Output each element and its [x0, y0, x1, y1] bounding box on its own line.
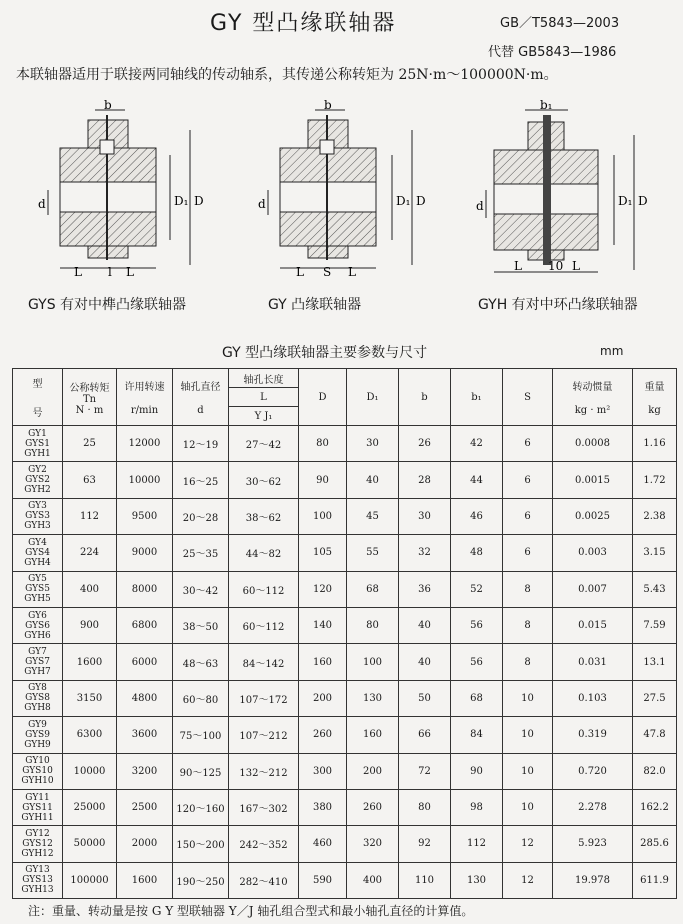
cell-d: 150～200: [173, 826, 229, 862]
gys-d-label: d: [38, 197, 46, 211]
gyh-b1-label: b₁: [540, 100, 553, 112]
cell-n: 3600: [117, 717, 173, 753]
cell-D1: 260: [347, 789, 399, 825]
cell-D: 260: [299, 717, 347, 753]
cell-w: 285.6: [633, 826, 677, 862]
header-b: b: [399, 369, 451, 426]
gys-dmax-label: D: [194, 194, 204, 208]
cell-L: 44～82: [229, 535, 299, 571]
table-row: [13, 644, 677, 680]
table-row: [13, 571, 677, 607]
cell-D1: 160: [347, 717, 399, 753]
cell-L: 30～62: [229, 462, 299, 498]
cell-b: 50: [399, 680, 451, 716]
cell-tn: 63: [63, 462, 117, 498]
table-row: [13, 462, 677, 498]
header-D1: D₁: [347, 369, 399, 426]
table-row: [13, 789, 677, 825]
cell-n: 12000: [117, 426, 173, 462]
cell-d: 75～100: [173, 717, 229, 753]
cell-b: 26: [399, 426, 451, 462]
cell-n: 6800: [117, 607, 173, 643]
gys-gap-label: l: [108, 265, 112, 279]
cell-w: 5.43: [633, 571, 677, 607]
cell-D: 460: [299, 826, 347, 862]
cell-D1: 40: [347, 462, 399, 498]
replaced-standard: 代替 GB5843—1986: [488, 45, 617, 60]
cell-w: 27.5: [633, 680, 677, 716]
cell-model: GY4 GYS4 GYH4: [13, 535, 63, 571]
cell-I: 2.278: [553, 789, 633, 825]
cell-D: 300: [299, 753, 347, 789]
cell-S: 8: [503, 571, 553, 607]
cell-b1: 46: [451, 498, 503, 534]
cell-b1: 56: [451, 607, 503, 643]
cell-D: 80: [299, 426, 347, 462]
cell-n: 8000: [117, 571, 173, 607]
cell-S: 10: [503, 753, 553, 789]
cell-I: 0.007: [553, 571, 633, 607]
caption-gys: GYS 有对中榫凸缘联轴器: [28, 297, 187, 313]
table-title: GY 型凸缘联轴器主要参数与尺寸: [222, 345, 428, 361]
cell-d: 20～28: [173, 498, 229, 534]
cell-D1: 130: [347, 680, 399, 716]
cell-tn: 112: [63, 498, 117, 534]
gyh-l-right-label: L: [572, 259, 580, 273]
gy-coupling-drawing: [258, 100, 426, 279]
cell-I: 0.015: [553, 607, 633, 643]
cell-b1: 44: [451, 462, 503, 498]
gys-coupling-drawing: [38, 100, 204, 279]
cell-D: 140: [299, 607, 347, 643]
gys-l-right-label: L: [126, 265, 134, 279]
cell-d: 38～50: [173, 607, 229, 643]
cell-D1: 80: [347, 607, 399, 643]
cell-d: 190～250: [173, 862, 229, 898]
cell-model: GY9 GYS9 GYH9: [13, 717, 63, 753]
cell-d: 16～25: [173, 462, 229, 498]
gys-l-left-label: L: [74, 265, 82, 279]
cell-n: 9500: [117, 498, 173, 534]
cell-w: 162.2: [633, 789, 677, 825]
cell-L: 84～142: [229, 644, 299, 680]
table-row: [13, 826, 677, 862]
cell-D1: 320: [347, 826, 399, 862]
header-bore: 轴孔直径 d: [173, 369, 229, 426]
cell-L: 60～112: [229, 571, 299, 607]
cell-S: 10: [503, 680, 553, 716]
cell-model: GY8 GYS8 GYH8: [13, 680, 63, 716]
cell-D1: 55: [347, 535, 399, 571]
cell-b1: 52: [451, 571, 503, 607]
cell-L: 242～352: [229, 826, 299, 862]
cell-S: 6: [503, 498, 553, 534]
cell-D: 90: [299, 462, 347, 498]
cell-b: 72: [399, 753, 451, 789]
cell-w: 82.0: [633, 753, 677, 789]
cell-b: 32: [399, 535, 451, 571]
coupling-diagrams: [0, 100, 683, 295]
cell-n: 3200: [117, 753, 173, 789]
cell-I: 0.319: [553, 717, 633, 753]
cell-I: 0.0008: [553, 426, 633, 462]
cell-n: 2500: [117, 789, 173, 825]
cell-w: 1.72: [633, 462, 677, 498]
gyh-d-label: d: [476, 199, 484, 213]
cell-D1: 30: [347, 426, 399, 462]
cell-n: 2000: [117, 826, 173, 862]
cell-model: GY5 GYS5 GYH5: [13, 571, 63, 607]
cell-d: 12～19: [173, 426, 229, 462]
header-S: S: [503, 369, 553, 426]
cell-I: 19.978: [553, 862, 633, 898]
cell-tn: 100000: [63, 862, 117, 898]
cell-tn: 400: [63, 571, 117, 607]
standard-number: GB／T5843—2003: [500, 16, 620, 31]
cell-b: 28: [399, 462, 451, 498]
cell-tn: 6300: [63, 717, 117, 753]
cell-model: GY11 GYS11 GYH11: [13, 789, 63, 825]
gy-dmax-label: D: [416, 194, 426, 208]
table-row: [13, 498, 677, 534]
cell-D: 160: [299, 644, 347, 680]
cell-tn: 900: [63, 607, 117, 643]
cell-S: 8: [503, 644, 553, 680]
cell-S: 6: [503, 426, 553, 462]
header-model: 型 号: [13, 369, 63, 426]
cell-D: 590: [299, 862, 347, 898]
cell-D1: 200: [347, 753, 399, 789]
cell-w: 3.15: [633, 535, 677, 571]
cell-d: 60～80: [173, 680, 229, 716]
gy-d1-label: D₁: [396, 194, 411, 208]
gyh-gap-label: 10: [548, 259, 564, 273]
cell-d: 30～42: [173, 571, 229, 607]
cell-I: 0.0025: [553, 498, 633, 534]
cell-D1: 400: [347, 862, 399, 898]
cell-w: 611.9: [633, 862, 677, 898]
cell-model: GY3 GYS3 GYH3: [13, 498, 63, 534]
cell-tn: 3150: [63, 680, 117, 716]
cell-D: 200: [299, 680, 347, 716]
gyh-d1-label: D₁: [618, 194, 633, 208]
parameter-table: [12, 368, 677, 899]
cell-d: 48～63: [173, 644, 229, 680]
header-speed: 许用转速 r/min: [117, 369, 173, 426]
cell-b1: 42: [451, 426, 503, 462]
cell-n: 4800: [117, 680, 173, 716]
header-length-L: L: [229, 388, 299, 407]
cell-I: 0.0015: [553, 462, 633, 498]
cell-L: 282～410: [229, 862, 299, 898]
cell-D: 105: [299, 535, 347, 571]
cell-b1: 84: [451, 717, 503, 753]
cell-b: 110: [399, 862, 451, 898]
cell-w: 13.1: [633, 644, 677, 680]
cell-model: GY10 GYS10 GYH10: [13, 753, 63, 789]
cell-b: 36: [399, 571, 451, 607]
cell-D: 120: [299, 571, 347, 607]
cell-w: 2.38: [633, 498, 677, 534]
cell-D1: 100: [347, 644, 399, 680]
gyh-l-left-label: L: [514, 259, 522, 273]
cell-D1: 68: [347, 571, 399, 607]
gy-l-left-label: L: [296, 265, 304, 279]
cell-S: 12: [503, 826, 553, 862]
cell-b1: 130: [451, 862, 503, 898]
cell-L: 27～42: [229, 426, 299, 462]
cell-model: GY13 GYS13 GYH13: [13, 862, 63, 898]
cell-D: 100: [299, 498, 347, 534]
cell-d: 120～160: [173, 789, 229, 825]
cell-b1: 56: [451, 644, 503, 680]
table-row: [13, 753, 677, 789]
cell-tn: 224: [63, 535, 117, 571]
cell-S: 10: [503, 789, 553, 825]
cell-S: 12: [503, 862, 553, 898]
cell-tn: 25000: [63, 789, 117, 825]
header-inertia: 转动惯量 kg · m²: [553, 369, 633, 426]
cell-L: 107～212: [229, 717, 299, 753]
cell-I: 0.103: [553, 680, 633, 716]
cell-w: 7.59: [633, 607, 677, 643]
intro-text: 本联轴器适用于联接两同轴线的传动轴系，其传递公称转矩为 25N·m～100000N·m。: [16, 67, 558, 83]
cell-b1: 90: [451, 753, 503, 789]
gyh-dmax-label: D: [638, 194, 648, 208]
cell-n: 6000: [117, 644, 173, 680]
header-torque: 公称转矩 Tn N · m: [63, 369, 117, 426]
table-row: [13, 535, 677, 571]
cell-L: 167～302: [229, 789, 299, 825]
cell-n: 1600: [117, 862, 173, 898]
header-b1: b₁: [451, 369, 503, 426]
cell-b: 80: [399, 789, 451, 825]
cell-n: 9000: [117, 535, 173, 571]
cell-b1: 98: [451, 789, 503, 825]
cell-S: 6: [503, 462, 553, 498]
cell-b: 40: [399, 644, 451, 680]
cell-tn: 10000: [63, 753, 117, 789]
table-row: [13, 680, 677, 716]
cell-I: 0.003: [553, 535, 633, 571]
cell-I: 0.031: [553, 644, 633, 680]
gys-d1-label: D₁: [174, 194, 189, 208]
cell-model: GY2 GYS2 GYH2: [13, 462, 63, 498]
gy-b-label: b: [324, 100, 332, 112]
footnote: 注：重量、转动量是按 G Y 型联轴器 Y／J 轴孔组合型式和最小轴孔直径的计算值。: [28, 904, 474, 918]
cell-tn: 50000: [63, 826, 117, 862]
table-row: [13, 862, 677, 898]
cell-d: 90～125: [173, 753, 229, 789]
cell-w: 1.16: [633, 426, 677, 462]
gys-b-label: b: [104, 100, 112, 112]
table-body: [13, 426, 677, 899]
header-weight: 重量 kg: [633, 369, 677, 426]
table-row: [13, 717, 677, 753]
cell-L: 60～112: [229, 607, 299, 643]
table-row: [13, 607, 677, 643]
cell-L: 107～172: [229, 680, 299, 716]
cell-model: GY1 GYS1 GYH1: [13, 426, 63, 462]
cell-b: 92: [399, 826, 451, 862]
caption-gyh: GYH 有对中环凸缘联轴器: [478, 297, 638, 313]
cell-model: GY12 GYS12 GYH12: [13, 826, 63, 862]
table-unit: mm: [600, 344, 624, 358]
cell-b: 30: [399, 498, 451, 534]
cell-tn: 25: [63, 426, 117, 462]
cell-b1: 48: [451, 535, 503, 571]
cell-model: GY6 GYS6 GYH6: [13, 607, 63, 643]
cell-b1: 68: [451, 680, 503, 716]
header-D: D: [299, 369, 347, 426]
gyh-coupling-drawing: [476, 100, 648, 273]
cell-model: GY7 GYS7 GYH7: [13, 644, 63, 680]
gy-gap-label: S: [323, 265, 332, 279]
cell-I: 5.923: [553, 826, 633, 862]
header-length: 轴孔长度: [229, 369, 299, 388]
page-title: GY 型凸缘联轴器: [210, 11, 397, 36]
cell-w: 47.8: [633, 717, 677, 753]
cell-b: 40: [399, 607, 451, 643]
cell-b: 66: [399, 717, 451, 753]
header-length-yj: Y J₁: [229, 407, 299, 426]
cell-S: 8: [503, 607, 553, 643]
cell-b1: 112: [451, 826, 503, 862]
cell-D: 380: [299, 789, 347, 825]
cell-L: 38～62: [229, 498, 299, 534]
cell-S: 10: [503, 717, 553, 753]
cell-S: 6: [503, 535, 553, 571]
gy-d-label: d: [258, 197, 266, 211]
cell-n: 10000: [117, 462, 173, 498]
table-row: [13, 426, 677, 462]
cell-tn: 1600: [63, 644, 117, 680]
cell-L: 132～212: [229, 753, 299, 789]
cell-D1: 45: [347, 498, 399, 534]
cell-d: 25～35: [173, 535, 229, 571]
cell-I: 0.720: [553, 753, 633, 789]
gy-l-right-label: L: [348, 265, 356, 279]
caption-gy: GY 凸缘联轴器: [268, 297, 362, 313]
